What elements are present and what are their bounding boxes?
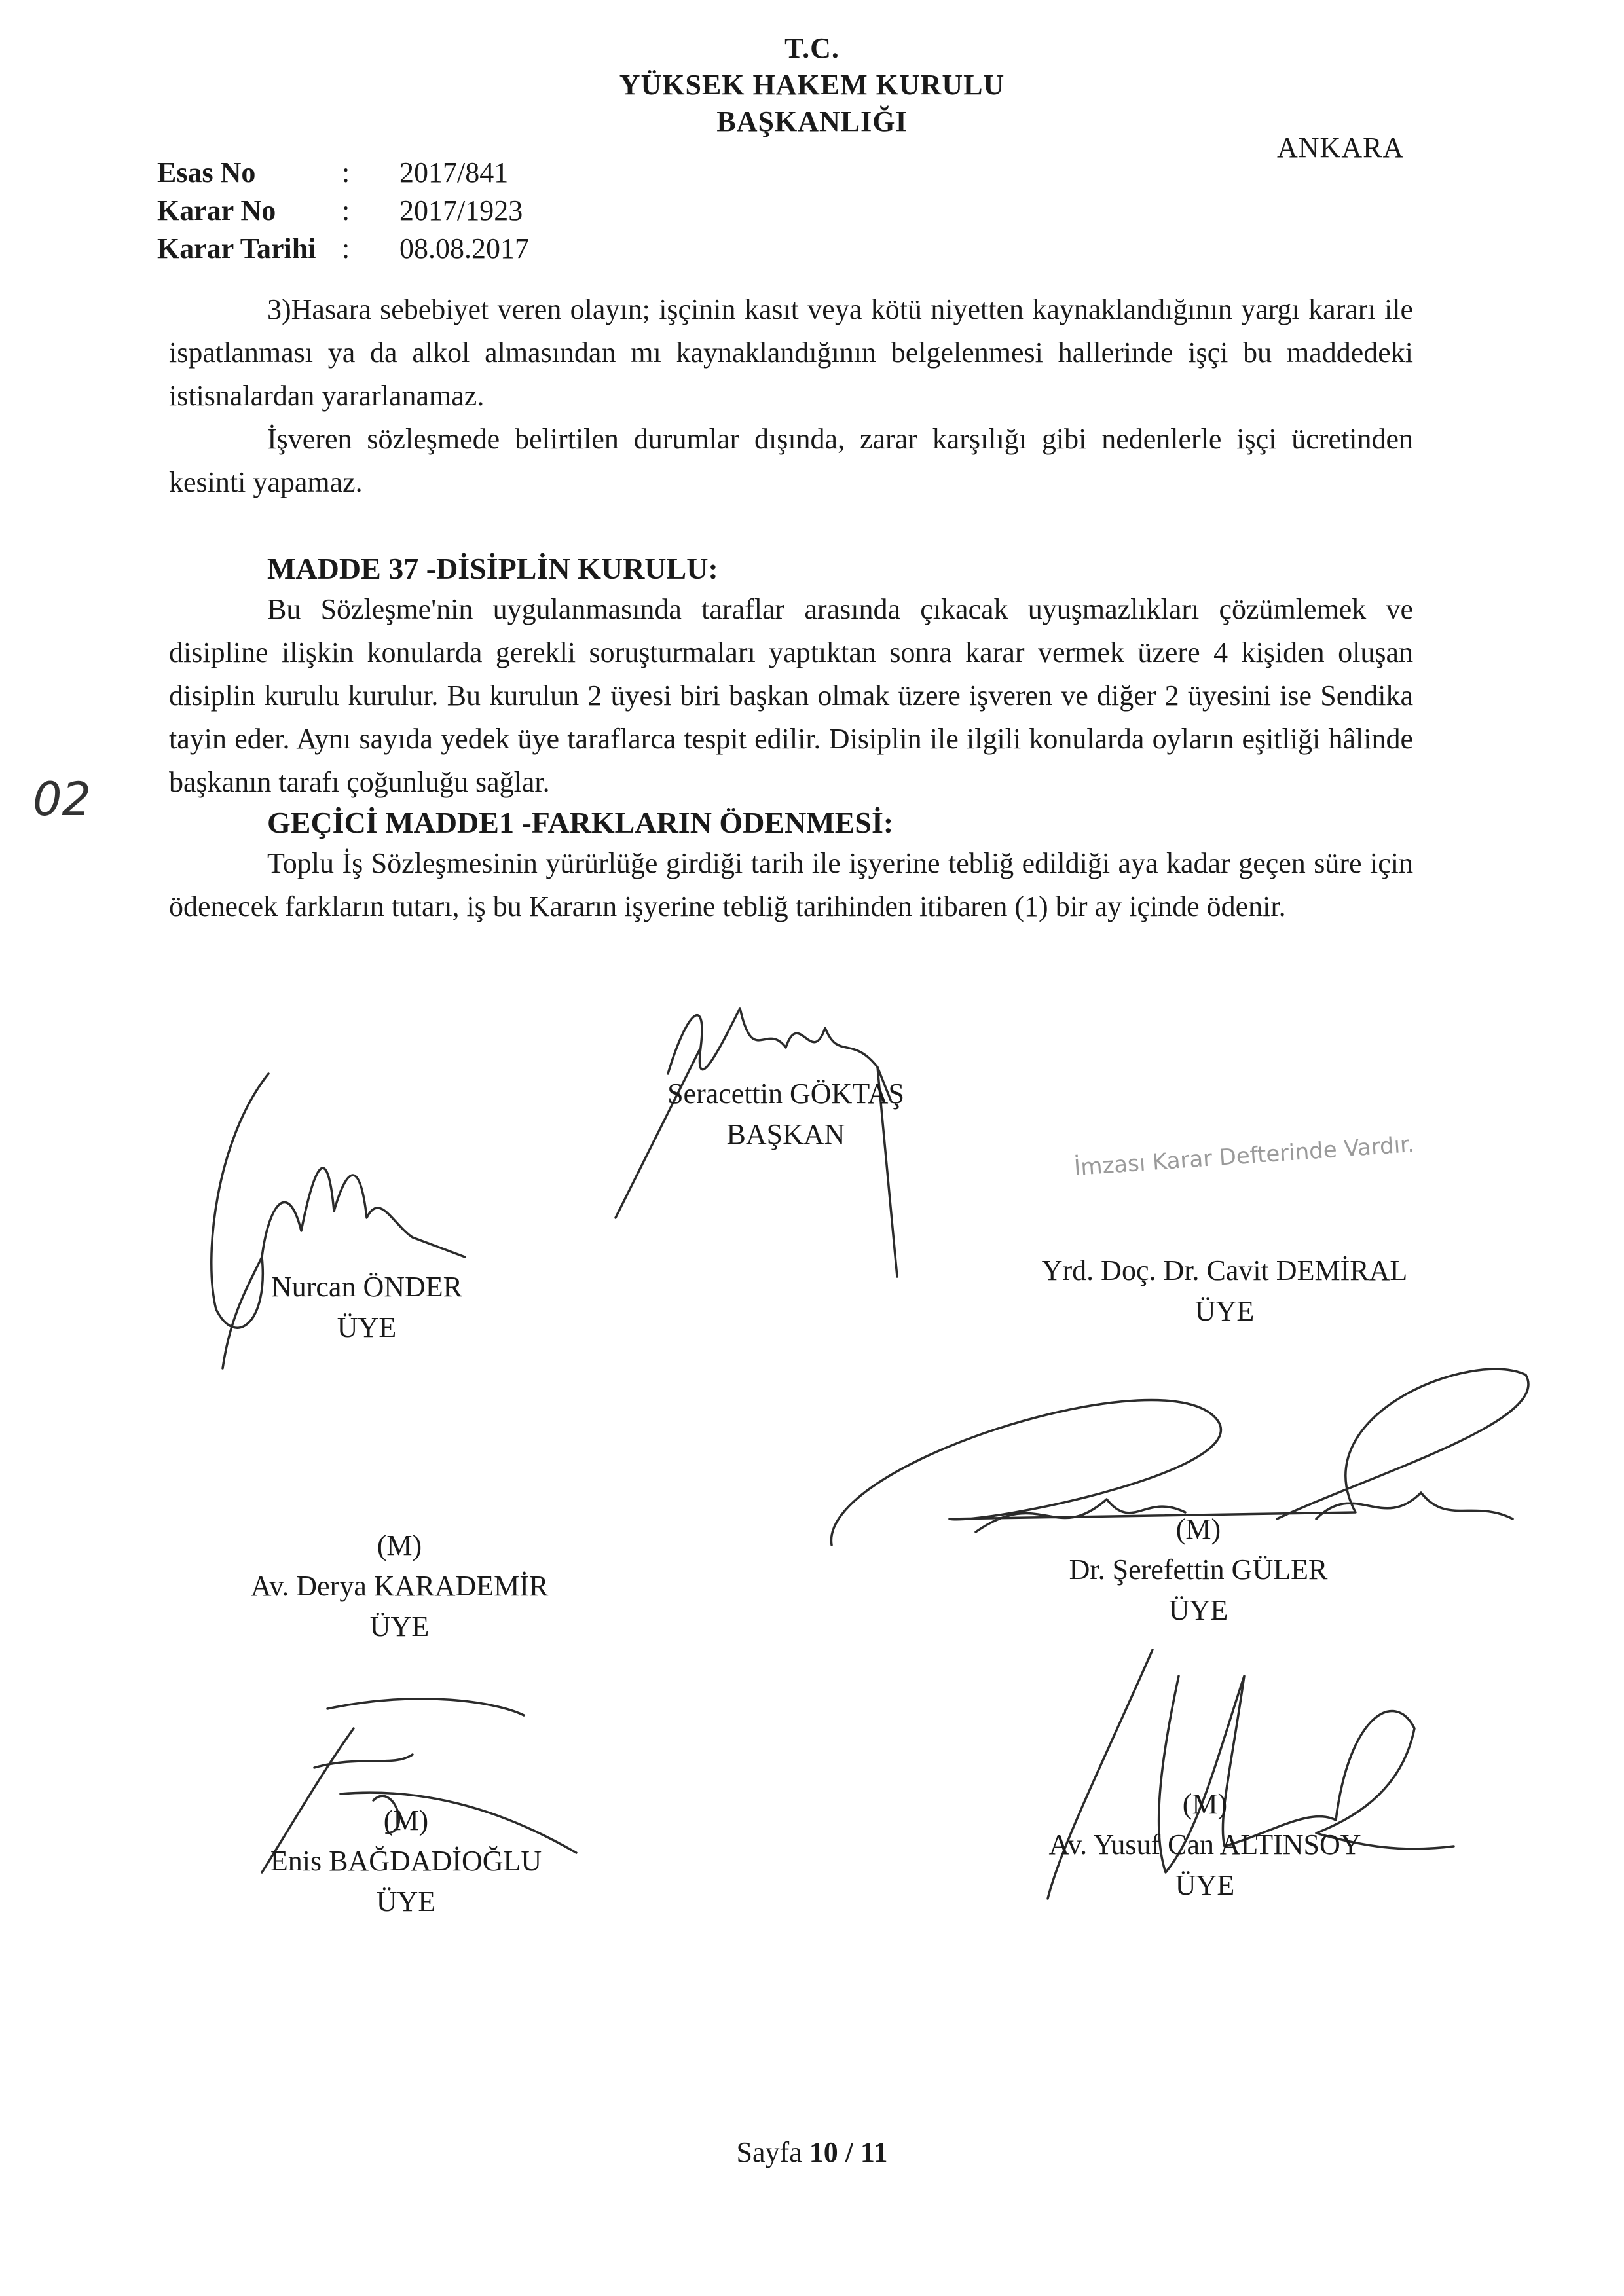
signatory-member-1 — [183, 1267, 550, 1348]
meta-label: Karar No — [157, 194, 276, 227]
signatory-name: Av. Derya KARADEMİR — [250, 1570, 549, 1602]
stamp-signature-in-register: İmzası Karar Defterinde Vardır. — [1073, 1131, 1415, 1182]
meta-separator: : — [342, 156, 350, 189]
margin-handwritten-note: 02 — [33, 773, 92, 826]
meta-row-karar — [157, 194, 616, 233]
signatory-role: ÜYE — [1194, 1295, 1255, 1327]
signatory-mark: (M) — [377, 1529, 422, 1561]
header-city: ANKARA — [1277, 132, 1405, 164]
page-number: 10 / 11 — [809, 2136, 888, 2168]
signatory-role: ÜYE — [1168, 1594, 1228, 1626]
meta-row-tarih — [157, 232, 616, 271]
signatory-member-3 — [183, 1525, 616, 1647]
signatory-name: Nurcan ÖNDER — [270, 1271, 463, 1303]
paragraph-damage: 3)Hasara sebebiyet veren olayın; işçinin kasıt veya kötü niyetten kaynaklandığının yargı kararı ile ispatlanması ya da alkol almasından mı kaynaklandığının belgelenmesi hallerinde işçi bu maddedeki istisnalardan yararlanamaz. — [169, 293, 1413, 412]
meta-value: 2017/841 — [399, 156, 509, 189]
meta-label: Esas No — [157, 156, 256, 189]
meta-row-esas — [157, 156, 616, 195]
page-footer — [0, 2136, 1624, 2169]
heading-temporary-article: GEÇİCİ MADDE1 -FARKLARIN ÖDENMESİ: — [267, 806, 894, 839]
signatory-name: Yrd. Doç. Dr. Cavit DEMİRAL — [1041, 1254, 1408, 1286]
header-tc: T.C. — [784, 32, 840, 64]
signatory-name: Seracettin GÖKTAŞ — [667, 1078, 904, 1110]
signatory-name: Enis BAĞDADİOĞLU — [270, 1845, 542, 1877]
signatory-member-4 — [982, 1509, 1414, 1631]
paragraph-discipline: Bu Sözleşme'nin uygulanmasında taraflar arasında çıkacak uyuşmazlıkları çözümlemek ve disipline ilişkin konularda gerekli soruşturmaları yaptıktan sonra karar vermek üzere 4 kişiden oluşan disiplin kurulu kurulur. Bu kurulun 2 üyesi biri başkan olmak üzere işveren ve diğer 2 üyesini ise Sendika tayin eder. Aynı sayıda yedek üye taraflarca tespit edilir. Disiplin ile ilgili konularda oyların eşitliği hâlinde başkanın tarafı çoğunluğu sağlar. — [169, 593, 1413, 798]
signatory-role: ÜYE — [1175, 1869, 1235, 1901]
meta-value: 08.08.2017 — [399, 232, 529, 264]
signatory-mark: (M) — [1182, 1788, 1228, 1820]
signatory-member-2 — [956, 1250, 1493, 1332]
footer-prefix: Sayfa — [736, 2136, 802, 2168]
document-body — [169, 288, 1413, 928]
paragraph-deduction: İşveren sözleşmede belirtilen durumlar dışında, zarar karşılığı gibi nedenlerle işçi ücretinden kesinti yapamaz. — [169, 423, 1413, 498]
signatory-role: BAŞKAN — [726, 1118, 845, 1150]
signatory-role: ÜYE — [376, 1886, 436, 1918]
signatory-role: ÜYE — [369, 1611, 430, 1643]
signatory-mark: (M) — [1175, 1513, 1221, 1545]
paragraph-payment: Toplu İş Sözleşmesinin yürürlüğe girdiği tarih ile işyerine tebliğ edildiği aya kadar geçen süre için ödenecek farkların tutarı, iş bu Kararın işyerine tebliğ tarihinden itibaren (1) bir ay içinde ödenir. — [169, 847, 1413, 922]
signatory-name: Dr. Şerefettin GÜLER — [1069, 1554, 1328, 1586]
signatory-mark: (M) — [383, 1804, 429, 1836]
signatory-name: Av. Yusuf Can ALTINSOY — [1048, 1829, 1361, 1861]
signatory-member-6 — [976, 1784, 1434, 1906]
header-institution: YÜKSEK HAKEM KURULU — [619, 69, 1005, 101]
signatory-president — [602, 1074, 969, 1155]
heading-article-37: MADDE 37 -DİSİPLİN KURULU: — [267, 552, 718, 585]
meta-separator: : — [342, 232, 350, 264]
meta-value: 2017/1923 — [399, 194, 523, 227]
case-meta — [157, 156, 616, 287]
header-presidency: BAŞKANLIĞI — [716, 105, 908, 137]
meta-separator: : — [342, 194, 350, 227]
meta-label: Karar Tarihi — [157, 232, 316, 264]
signatory-member-5 — [190, 1800, 622, 1922]
signatory-role: ÜYE — [337, 1311, 397, 1343]
